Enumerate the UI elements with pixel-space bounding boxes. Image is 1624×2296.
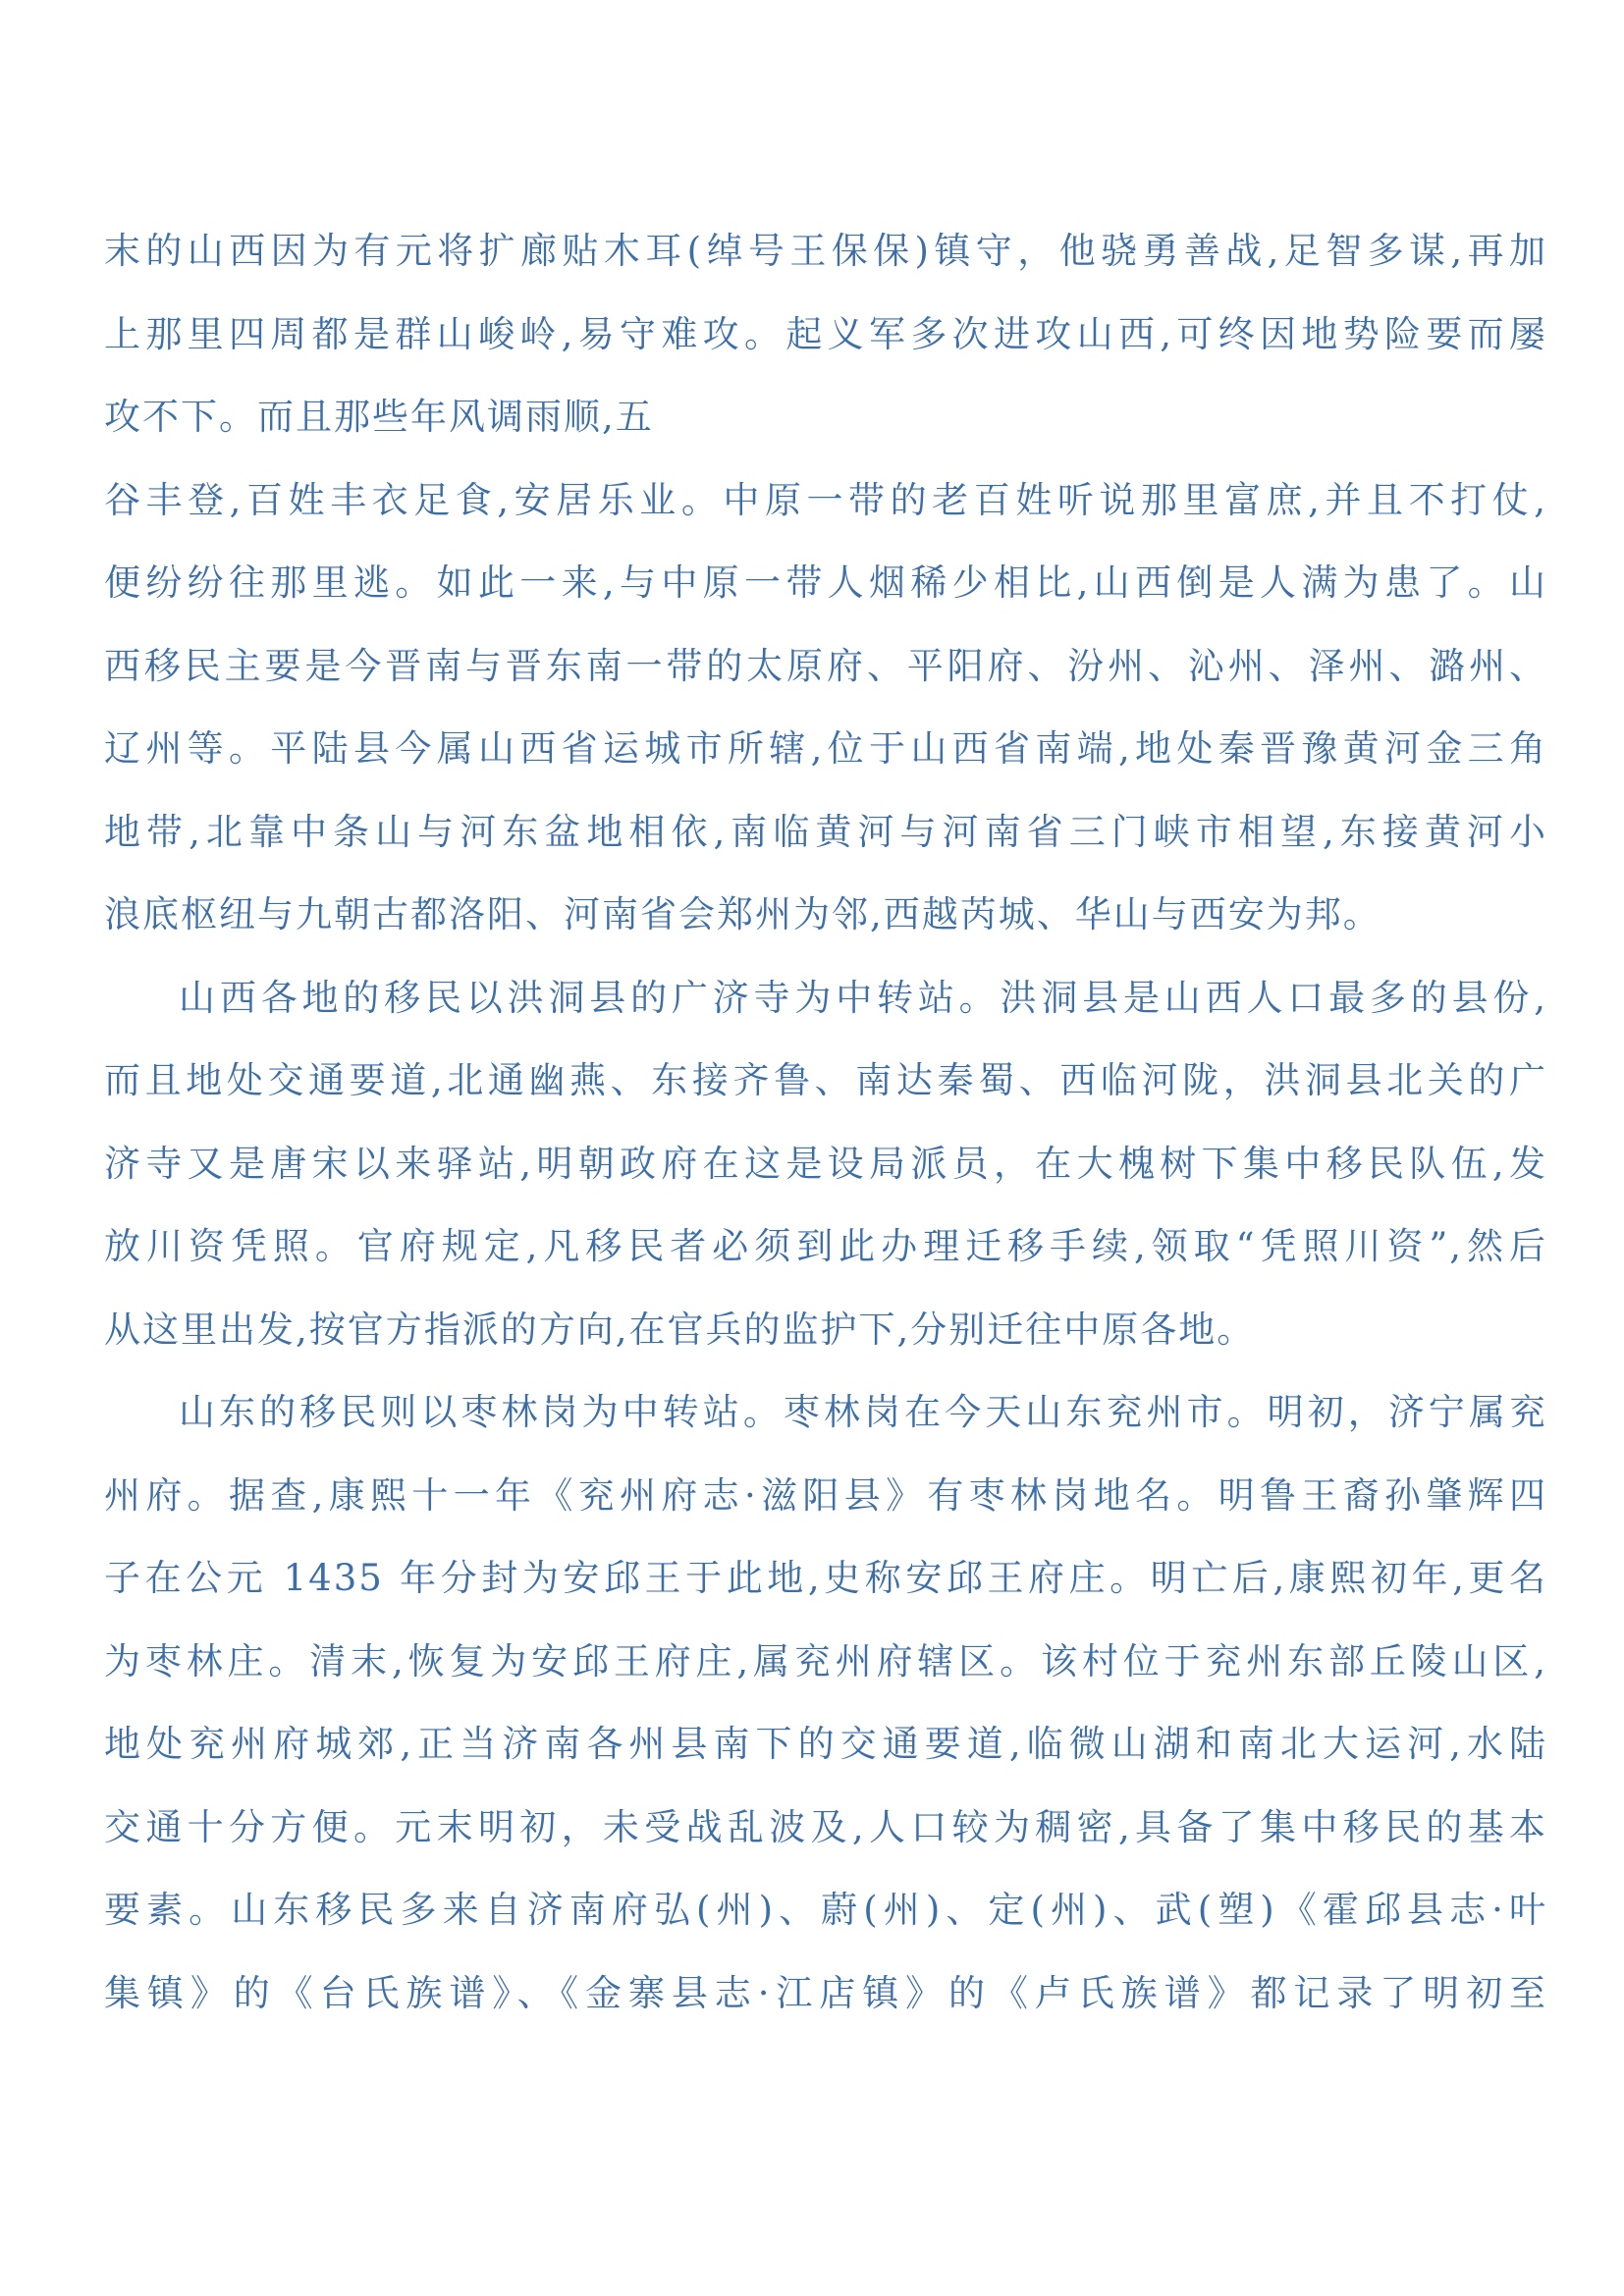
paragraph-first-line: 山西各地的移民以洪洞县的广济寺为中转站。洪洞县是山西人口最多的县份, [179, 976, 1547, 1019]
text-line: 而且地处交通要道,北通幽燕、东接齐鲁、南达秦蜀、西临河陇，洪洞县北关的广 [104, 1059, 1547, 1101]
text-line: 从这里出发,按官方指派的方向,在官兵的监护下,分别迁往中原各地。 [104, 1308, 1256, 1351]
text-line: 放川资凭照。官府规定,凡移民者必须到此办理迁移手续,领取“凭照川资”,然后 [104, 1225, 1547, 1267]
text-line: 州府。据查,康熙十一年《兖州府志·滋阳县》有枣林岗地名。明鲁王裔孙肇辉四 [104, 1473, 1547, 1517]
text-line: 地处兖州府城郊,正当济南各州县南下的交通要道,临微山湖和南北大运河,水陆 [104, 1723, 1547, 1765]
text-line: 交通十分方便。元末明初，未受战乱波及,人口较为稠密,具备了集中移民的基本 [104, 1805, 1547, 1848]
text-line: 攻不下。而且那些年风调雨顺,五 [104, 396, 654, 438]
text-line: 集镇》的《台氏族谱》、《金寨县志·江店镇》的《卢氏族谱》都记录了明初至 [104, 1971, 1547, 2014]
text-line: 要素。山东移民多来自济南府弘(州)、蔚(州)、定(州)、武(塑)《霍邱县志·叶 [104, 1889, 1547, 1931]
text-line: 辽州等。平陆县今属山西省运城市所辖,位于山西省南端,地处秦晋豫黄河金三角 [104, 727, 1547, 770]
text-line: 便纷纷往那里逃。如此一来,与中原一带人烟稀少相比,山西倒是人满为患了。山 [104, 561, 1547, 604]
document-body [104, 210, 1547, 2035]
text-line: 西移民主要是今晋南与晋东南一带的太原府、平阳府、汾州、沁州、泽州、潞州、 [104, 644, 1547, 687]
text-line: 济寺又是唐宋以来驿站,明朝政府在这是设局派员，在大槐树下集中移民队伍,发 [104, 1142, 1547, 1185]
text-line: 浪底枢纽与九朝古都洛阳、河南省会郑州为邻,西越芮城、华山与西安为邦。 [104, 893, 1381, 935]
paragraph-first-line: 山东的移民则以枣林岗为中转站。枣林岗在今天山东兖州市。明初，济宁属兖 [179, 1391, 1547, 1433]
text-line: 末的山西因为有元将扩廊贴木耳(绰号王保保)镇守，他骁勇善战,足智多谋,再加 [104, 230, 1547, 272]
text-line: 上那里四周都是群山峻岭,易守难攻。起义军多次进攻山西,可终因地势险要而屡 [104, 312, 1547, 355]
text-line: 地带,北靠中条山与河东盆地相依,南临黄河与河南省三门峡市相望,东接黄河小 [104, 810, 1547, 853]
text-line: 子在公元 1435 年分封为安邱王于此地,史称安邱王府庄。明亡后,康熙初年,更名 [104, 1557, 1547, 1599]
text-line: 谷丰登,百姓丰衣足食,安居乐业。中原一带的老百姓听说那里富庶,并且不打仗, [104, 478, 1547, 521]
text-line: 为枣林庄。清末,恢复为安邱王府庄,属兖州府辖区。该村位于兖州东部丘陵山区, [104, 1639, 1547, 1682]
